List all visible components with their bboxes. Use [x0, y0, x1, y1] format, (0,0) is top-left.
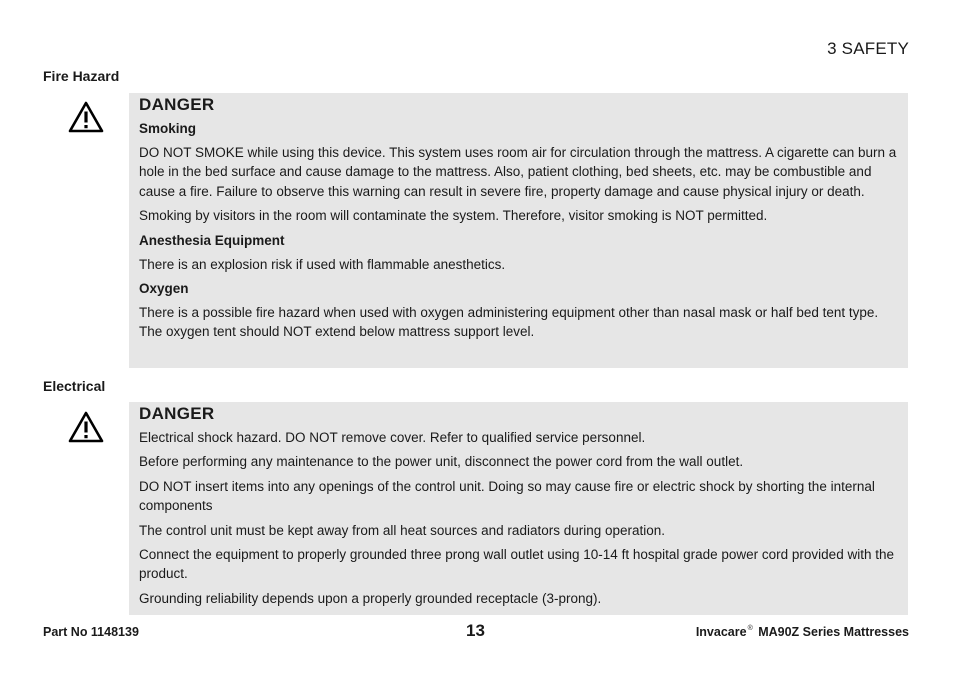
danger-heading: DANGER [139, 404, 215, 423]
anesthesia-heading: Anesthesia Equipment [139, 232, 285, 248]
oxygen-heading: Oxygen [139, 281, 189, 297]
anesthesia-paragraph: There is an explosion risk if used with flammable anesthetics. [139, 256, 506, 272]
registered-mark: ® [747, 625, 753, 632]
product-name: MA90Z Series Mattresses [758, 625, 909, 639]
brand-name: Invacare [695, 625, 747, 639]
fire-hazard-danger-box [129, 93, 908, 368]
page-number: 13 [466, 621, 485, 640]
electrical-paragraph: Connect the equipment to properly grounded three prong wall outlet using 10-14 ft hospital grade power cord provided with the product. [139, 547, 894, 582]
electrical-paragraph: The control unit must be kept away from all heat sources and radiators during operation. [139, 522, 666, 538]
electrical-paragraph: Electrical shock hazard. DO NOT remove cover. Refer to qualified service personnel. [139, 430, 646, 445]
smoking-paragraph: Smoking by visitors in the room will contaminate the system. Therefore, visitor smoking is NOT permitted. [139, 208, 768, 224]
danger-heading: DANGER [139, 95, 215, 114]
footer-product [696, 625, 909, 639]
electrical-paragraph: Grounding reliability depends upon a properly grounded receptacle (3-prong). [139, 590, 602, 606]
electrical-paragraph: Before performing any maintenance to the power unit, disconnect the power cord from the wall outlet. [139, 454, 744, 470]
electrical-paragraph: DO NOT insert items into any openings of the control unit. Doing so may cause fire or electric shock by shorting the internal components [139, 478, 875, 514]
electrical-danger-box [129, 402, 908, 615]
warning-triangle-icon [68, 101, 104, 133]
smoking-paragraph: DO NOT SMOKE while using this device. This system uses room air for circulation through the mattress. A cigarette can burn a hole in the bed surface and cause damage to the mattress. Also, patient clothing, bed sheets, etc. may be combustible and cause a fire. Failure to observe this warning can result in severe fire, property damage and cause physical injury or death. [139, 145, 897, 199]
warning-triangle-icon [68, 411, 104, 443]
oxygen-paragraph: There is a possible fire hazard when used with oxygen administering equipment other than nasal mask or half bed tent type. The oxygen tent should NOT extend below mattress support level. [139, 305, 879, 340]
electrical-title: Electrical [43, 378, 106, 394]
section-header: 3 SAFETY [827, 39, 909, 58]
smoking-heading: Smoking [139, 121, 197, 136]
fire-hazard-title: Fire Hazard [43, 68, 120, 84]
footer-part-number: Part No 1148139 [43, 625, 139, 639]
